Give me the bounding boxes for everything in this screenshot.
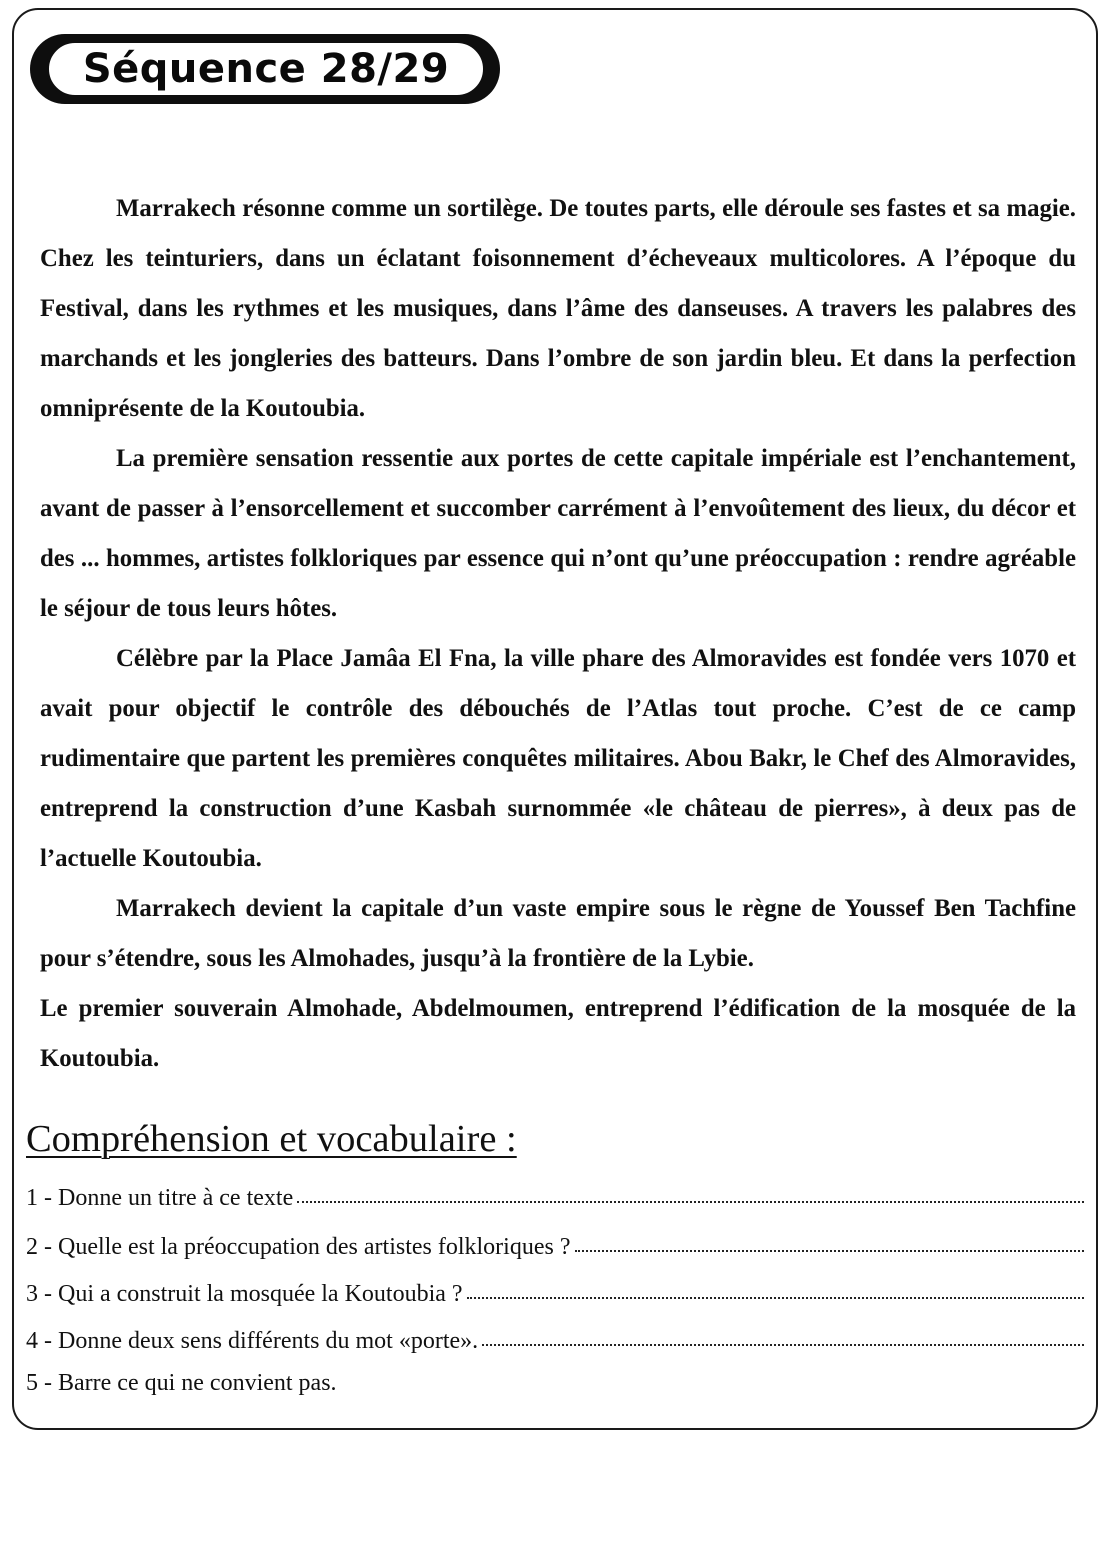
paragraph-4: Marrakech devient la capitale d’un vaste empire sous le règne de Youssef Ben Tachfine pour s’étendre, sous les Almohades, jusqu’à la frontière de la Lybie. <box>40 895 1076 972</box>
question-1 <box>26 1183 1084 1213</box>
reading-text <box>40 184 1076 1084</box>
paragraph-1: Marrakech résonne comme un sortilège. De toutes parts, elle déroule ses fastes et sa magie. Chez les teinturiers, dans un éclatant foisonnement d’écheveaux multicolores. A l’époque du Festival, dans les rythmes et les musiques, dans l’âme des danseuses. A travers les palabres des marchands et les jongleries des batteurs. Dans l’ombre de son jardin bleu. Et dans la perfection omniprésente de la Koutoubia. <box>40 195 1076 422</box>
answer-line-1[interactable] <box>297 1200 1084 1203</box>
paragraph-5: Le premier souverain Almohade, Abdelmoumen, entreprend l’édification de la mosquée de la Koutoubia. <box>40 995 1076 1072</box>
answer-line-4[interactable] <box>482 1343 1084 1346</box>
title-box <box>46 40 486 98</box>
answer-line-2[interactable] <box>575 1249 1085 1252</box>
question-4-text: 4 - Donne deux sens différents du mot «porte». <box>26 1328 479 1354</box>
page-title: Séquence 28/29 <box>82 46 450 92</box>
question-1-text: 1 - Donne un titre à ce texte <box>26 1185 294 1211</box>
question-4 <box>26 1326 1084 1356</box>
paragraph-3: Célèbre par la Place Jamâa El Fna, la ville phare des Almoravides est fondée vers 1070 et avait pour objectif le contrôle des débouchés de l’Atlas tout proche. C’est de ce camp rudimentaire que partent les premières conquêtes militaires. Abou Bakr, le Chef des Almoravides, entreprend la construction d’une Kasbah surnommée «le château de pierres», à deux pas de l’actuelle Koutoubia. <box>40 645 1076 872</box>
section-title: Compréhension et vocabulaire : <box>26 1118 517 1160</box>
question-5-text: 5 - Barre ce qui ne convient pas. <box>26 1370 337 1396</box>
paragraph-2: La première sensation ressentie aux portes de cette capitale impériale est l’enchantement, avant de passer à l’ensorcellement et succomber carrément à l’envoûtement des lieux, du décor et des ... hommes, artistes folkloriques par essence qui n’ont qu’une préoccupation : rendre agréable le séjour de tous leurs hôtes. <box>40 445 1076 622</box>
question-2 <box>26 1232 1084 1262</box>
question-3-text: 3 - Qui a construit la mosquée la Koutoubia ? <box>26 1281 463 1307</box>
answer-line-3[interactable] <box>467 1296 1084 1299</box>
question-2-text: 2 - Quelle est la préoccupation des artistes folkloriques ? <box>26 1234 571 1260</box>
question-5 <box>26 1368 1084 1398</box>
question-3 <box>26 1279 1084 1309</box>
